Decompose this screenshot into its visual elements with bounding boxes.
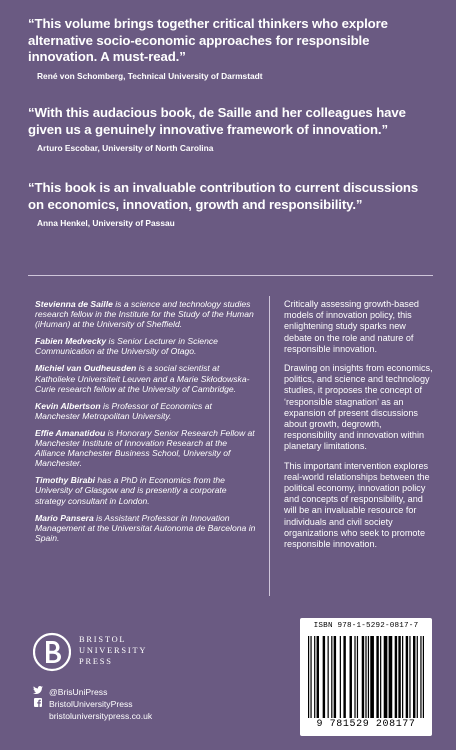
barcode-bar: [362, 636, 364, 718]
barcode-bar: [384, 636, 388, 718]
barcode-bar: [328, 636, 329, 718]
horizontal-divider: [28, 275, 433, 276]
website-link[interactable]: [33, 711, 152, 722]
barcode-bar: [413, 636, 415, 718]
isbn-barcode: [300, 618, 432, 736]
barcode-bar: [354, 636, 355, 718]
blurb-paragraph: Drawing on insights from economics, politics, and science and technology studies, it proposes the concept of ‘responsible stagnation’ as an expansion of present discussions about growth, degrowth, responsibility and innovation within planetary limitations.: [284, 363, 433, 452]
barcode-bar: [350, 636, 352, 718]
bio-text: is a science and technology studies research fellow in the Institute for the Study of the Human (iHuman) at the University of Sheffield.: [35, 299, 254, 330]
twitter-handle: @BrisUniPress: [49, 686, 108, 697]
publisher-line: PRESS: [79, 657, 113, 666]
bio-name: Michiel van Oudheusden: [35, 363, 137, 374]
barcode-bar: [334, 636, 336, 718]
bio-name: Kevin Albertson: [35, 400, 101, 411]
barcode-bar: [340, 636, 341, 718]
bristol-b-logo-icon: [33, 630, 71, 674]
contributor-bios: [35, 299, 257, 550]
facebook-icon: [33, 698, 43, 710]
barcode-bars: [308, 636, 424, 718]
bio-name: Mario Pansera: [35, 512, 94, 523]
book-blurb: [284, 299, 434, 558]
website-url: bristoluniversitypress.co.uk: [49, 710, 153, 721]
bio-text: is Professor of Economics at Manchester Metropolitan University.: [35, 400, 212, 421]
bio-text: is Honorary Senior Research Fellow at Manchester Institute of Innovation Research at the Alliance Manchester Business School, University of Manchester.: [35, 427, 255, 469]
quote-attribution: René von Schomberg, Technical University of Darmstadt: [37, 70, 263, 81]
barcode-bar: [343, 636, 345, 718]
quote-text: “With this audacious book, de Saille and her colleagues have given us a genuinely innovative framework of innovation.”: [28, 105, 406, 137]
social-links: [33, 686, 152, 722]
blurb-paragraph: This important intervention explores real-world relationships between the political economy, innovation policy and concepts of responsibility, and will be an invaluable resource for individuals and civil society organizations who seek to promote responsible innovation.: [284, 460, 430, 550]
quote-text: “This volume brings together critical thinkers who explore alternative socio-economic approaches for responsible innovation. A must-read.”: [28, 16, 388, 64]
quote-attribution: Anna Henkel, University of Passau: [37, 218, 175, 228]
barcode-bar: [409, 636, 410, 718]
bio-name: Stevienna de Saille: [35, 299, 113, 309]
facebook-handle: BristolUniversityPress: [49, 698, 133, 709]
barcode-bar: [402, 636, 403, 718]
barcode-bar: [398, 636, 400, 718]
endorsement-quote: [28, 105, 433, 154]
quote-attribution: Arturo Escobar, University of North Carolina: [37, 143, 214, 153]
facebook-link[interactable]: [33, 698, 152, 710]
barcode-bar: [420, 636, 421, 718]
bio-paragraph: [35, 299, 257, 329]
barcode-bar: [368, 636, 369, 718]
bio-text: is Senior Lecturer in Science Communication at the University of Otago.: [35, 336, 218, 357]
barcode-bar: [376, 636, 378, 718]
barcode-bar: [395, 636, 397, 718]
bio-name: Timothy Birabi: [35, 475, 96, 486]
barcode-bar: [357, 636, 358, 718]
bio-paragraph: [35, 475, 257, 505]
publisher-logo: [33, 630, 153, 674]
barcode-bar: [308, 636, 309, 718]
barcode-bar: [417, 636, 418, 718]
barcode-bar: [310, 636, 311, 718]
bio-paragraph: [35, 336, 257, 356]
barcode-bar: [380, 636, 381, 718]
barcode-digits: 9 781529 208177: [316, 719, 416, 730]
barcode-bar: [323, 636, 325, 718]
endorsement-quote: [28, 180, 433, 229]
bio-text: has a PhD in Economics from the University of Glasgow and is presently a corporate strategy consultant in London.: [35, 475, 227, 506]
bio-paragraph: [35, 428, 257, 468]
bio-paragraph: [35, 513, 257, 543]
twitter-link[interactable]: [33, 686, 152, 698]
barcode-bar: [423, 636, 424, 718]
bio-text: is Assistant Professor in Innovation Management at the Universitat Autonoma de Barcelona in Spain.: [35, 512, 256, 543]
publisher-line: BRISTOL: [79, 635, 127, 644]
endorsement-quote: [28, 16, 433, 82]
blurb-paragraph: Critically assessing growth-based models of innovation policy, this enlightening study sparks new debate on the role and nature of responsible innovation.: [284, 299, 419, 354]
isbn-label: ISBN 978-1-5292-0817-7: [313, 622, 419, 630]
publisher-line: UNIVERSITY: [79, 646, 148, 655]
barcode-bar: [331, 636, 332, 718]
bio-name: Fabien Medvecky: [35, 336, 107, 347]
publisher-wordmark: [79, 634, 147, 667]
barcode-bar: [406, 636, 408, 718]
bio-name: Effie Amanatidou: [35, 427, 106, 438]
twitter-icon: [33, 686, 43, 698]
bio-text: is a social scientist at Katholieke Universiteit Leuven and a Marie Skłodowska-Curie research fellow at the University of Cambridge.: [35, 363, 250, 394]
barcode-bar: [317, 636, 319, 718]
quote-text: “This book is an invaluable contribution to current discussions on economics, innovation, growth and responsibility.”: [28, 180, 419, 212]
bio-paragraph: [35, 363, 257, 393]
barcode-bar: [365, 636, 366, 718]
vertical-divider: [269, 296, 270, 596]
barcode-bar: [314, 636, 315, 718]
bio-paragraph: [35, 401, 257, 421]
barcode-bar: [389, 636, 393, 718]
barcode-bar: [370, 636, 374, 718]
